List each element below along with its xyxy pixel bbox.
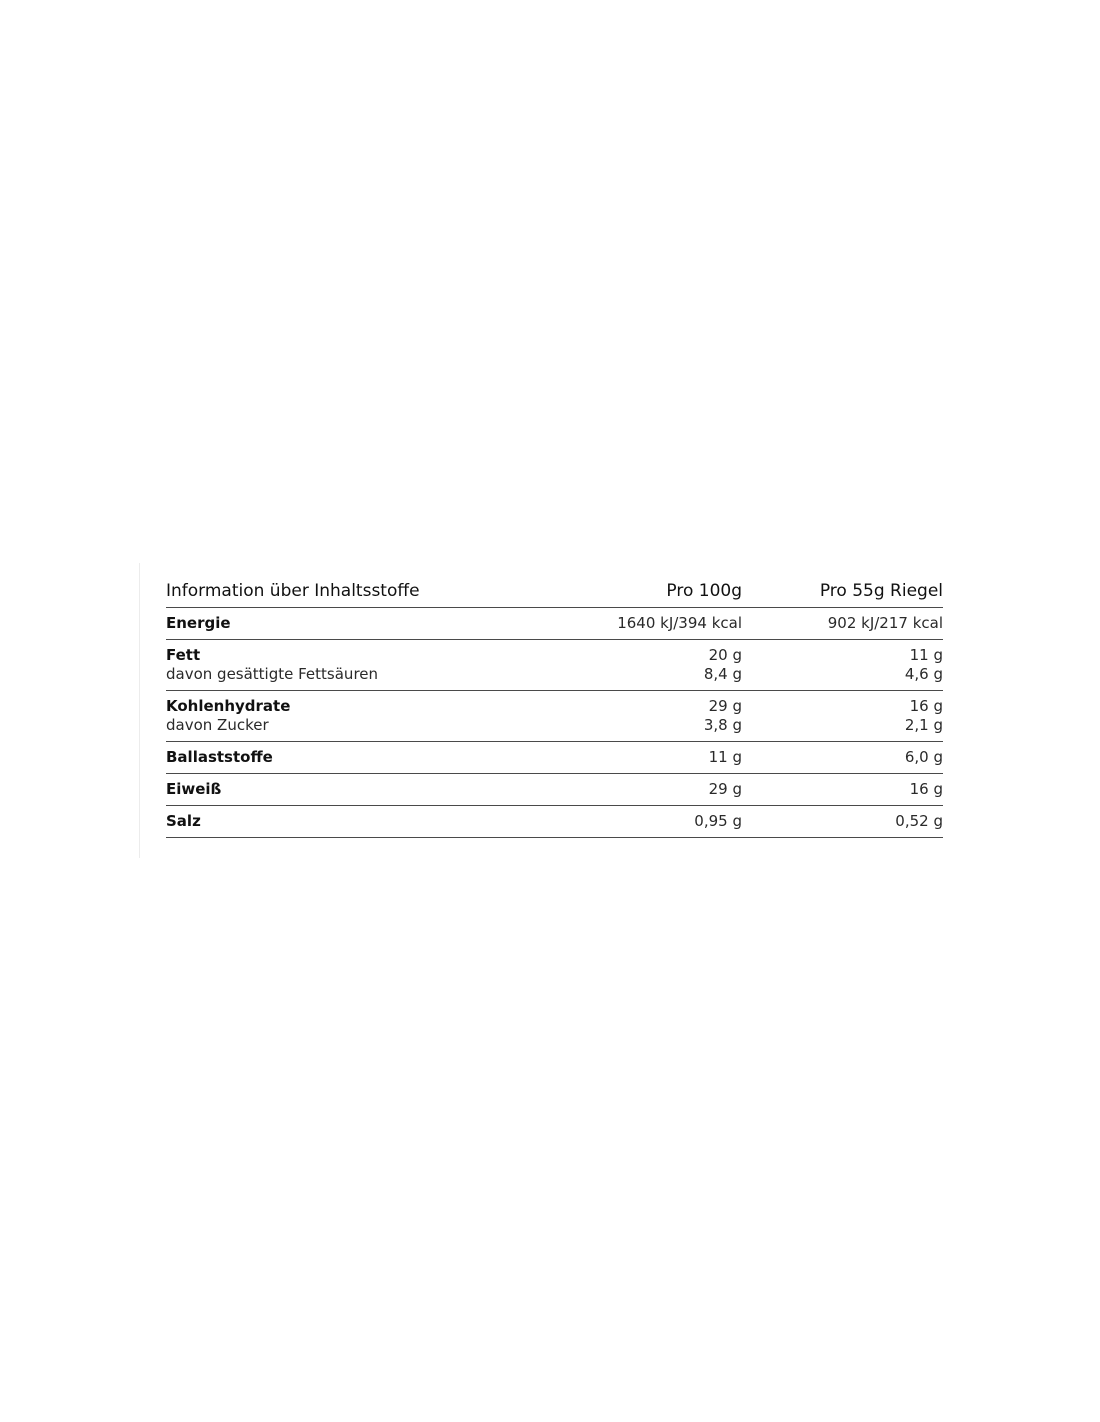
left-divider-line	[139, 563, 140, 858]
sub-value-per-100g: 3,8 g	[703, 716, 742, 734]
value-per-bar: 902 kJ/217 kcal	[827, 614, 943, 632]
value-per-bar: 6,0 g	[904, 748, 943, 766]
table-row-energy	[166, 608, 943, 640]
nutrient-name: Ballaststoffe	[166, 748, 273, 766]
value-per-bar: 16 g	[909, 780, 943, 798]
value-per-100g: 29 g	[708, 780, 742, 798]
table-row-fat	[166, 640, 943, 691]
sub-nutrient-name: davon Zucker	[166, 716, 269, 734]
header-per-bar: Pro 55g Riegel	[819, 581, 943, 601]
sub-value-per-100g: 8,4 g	[703, 665, 742, 683]
table-row-salt	[166, 806, 943, 838]
value-per-bar: 11 g	[909, 646, 943, 664]
header-per-100g: Pro 100g	[666, 581, 742, 601]
nutrient-name: Salz	[166, 812, 201, 830]
value-per-100g: 1640 kJ/394 kcal	[617, 614, 742, 632]
value-per-100g: 29 g	[708, 697, 742, 715]
value-per-100g: 20 g	[708, 646, 742, 664]
table-row-protein	[166, 774, 943, 806]
nutrient-name: Fett	[166, 646, 201, 664]
nutrition-table	[166, 577, 943, 838]
value-per-bar: 0,52 g	[895, 812, 943, 830]
header-nutrient: Information über Inhaltsstoffe	[166, 581, 420, 601]
value-per-100g: 11 g	[708, 748, 742, 766]
sub-nutrient-name: davon gesättigte Fettsäuren	[166, 665, 379, 683]
nutrient-name: Eiweiß	[166, 780, 222, 798]
table-row-carbohydrates	[166, 691, 943, 742]
sub-value-per-bar: 2,1 g	[904, 716, 943, 734]
sub-value-per-bar: 4,6 g	[904, 665, 943, 683]
value-per-100g: 0,95 g	[694, 812, 742, 830]
value-per-bar: 16 g	[909, 697, 943, 715]
table-row-fiber	[166, 742, 943, 774]
nutrient-name: Kohlenhydrate	[166, 697, 291, 715]
table-header-row	[166, 577, 943, 608]
nutrient-name: Energie	[166, 614, 231, 632]
